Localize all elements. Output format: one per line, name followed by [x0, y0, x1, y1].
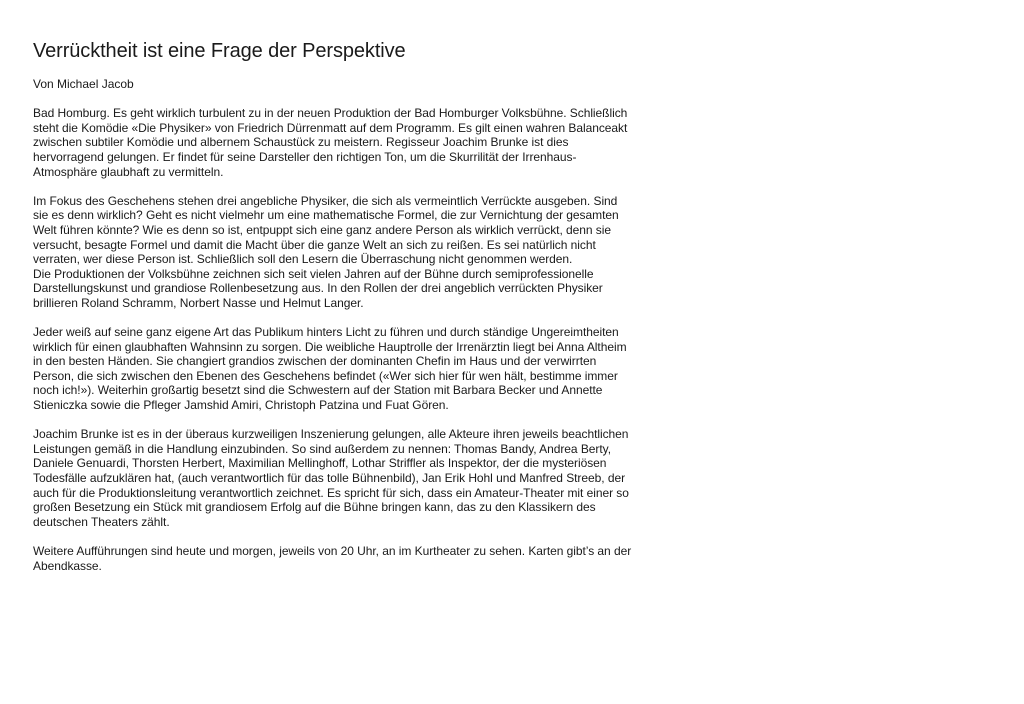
article-title: Verrücktheit ist eine Frage der Perspektive	[33, 40, 406, 62]
article-paragraph-2: Im Fokus des Geschehens stehen drei angebliche Physiker, die sich als vermeintlich Verrückte ausgeben. Sind sie es denn wirklich? Geht es nicht vielmehr um eine mathematische Formel, die zur Vernichtung der gesamten Welt führen könnte? Wie es denn so ist, entpuppt sich eine ganz andere Person als wirklich verrückt, denn sie versucht, besagte Formel und damit die Macht über die ganze Welt an sich zu reißen. Es sei natürlich nicht verraten, wer diese Person ist. Schließlich soll den Lesern die Überraschung nicht genommen werden.	[33, 193, 619, 267]
article-paragraph-4: Jeder weiß auf seine ganz eigene Art das Publikum hinters Licht zu führen und durch ständige Ungereimtheiten wirklich für einen glaubhaften Wahnsinn zu sorgen. Die weibliche Hauptrolle der Irrenärztin liegt bei Anna Altheim in den besten Händen. Sie changiert grandios zwischen der dominanten Chefin im Haus und der verwirrten Person, die sich zwischen den Ebenen des Geschehens befindet («Wer sich hier für wen hält, bestimme immer noch ich!»). Weiterhin großartig besetzt sind die Schwestern auf der Station mit Barbara Becker und Annette Stieniczka sowie die Pfleger Jamshid Amiri, Christoph Patzina und Fuat Gören.	[33, 325, 627, 413]
article-paragraph-3: Die Produktionen der Volksbühne zeichnen sich seit vielen Jahren auf der Bühne durch semiprofessionelle Darstellungskunst und grandiose Rollenbesetzung aus. In den Rollen der drei angeblich verrückten Physiker brillieren Roland Schramm, Norbert Nasse und Helmut Langer.	[33, 266, 603, 310]
article-paragraph-1: Bad Homburg. Es geht wirklich turbulent zu in der neuen Produktion der Bad Homburger Volksbühne. Schließlich steht die Komödie «Die Physiker» von Friedrich Dürrenmatt auf dem Programm. Es gilt einen wahren Balanceakt zwischen subtiler Komödie und albernem Schaustück zu meistern. Regisseur Joachim Brunke ist dies hervorragend gelungen. Er findet für seine Darsteller den richtigen Ton, um die Skurrilität der Irrenhaus-Atmosphäre glaubhaft zu vermitteln.	[33, 106, 628, 179]
article	[33, 38, 633, 573]
article-paragraph-5: Joachim Brunke ist es in der überaus kurzweiligen Inszenierung gelungen, alle Akteure ihren jeweils beachtlichen Leistungen gemäß in die Handlung einzubinden. So sind außerdem zu nennen: Thomas Bandy, Andrea Berty, Daniele Genuardi, Thorsten Herbert, Maximilian Mellinghoff, Lothar Striffler als Inspektor, der die mysteriösen Todesfälle aufzuklären hat, (auch verantwortlich für das tolle Bühnenbild), Jan Erik Hohl und Manfred Streeb, der auch für die Produktionsleitung verantwortlich zeichnet. Es spricht für sich, dass ein Amateur-Theater mit einer so großen Besetzung ein Stück mit grandiosem Erfolg auf die Bühne bringen kann, das zu den Klassikern des deutschen Theaters zählt.	[33, 427, 629, 529]
article-paragraph-6: Weitere Aufführungen sind heute und morgen, jeweils von 20 Uhr, an im Kurtheater zu sehen. Karten gibt’s an der Abendkasse.	[33, 544, 632, 573]
article-byline: Von Michael Jacob	[33, 77, 134, 91]
